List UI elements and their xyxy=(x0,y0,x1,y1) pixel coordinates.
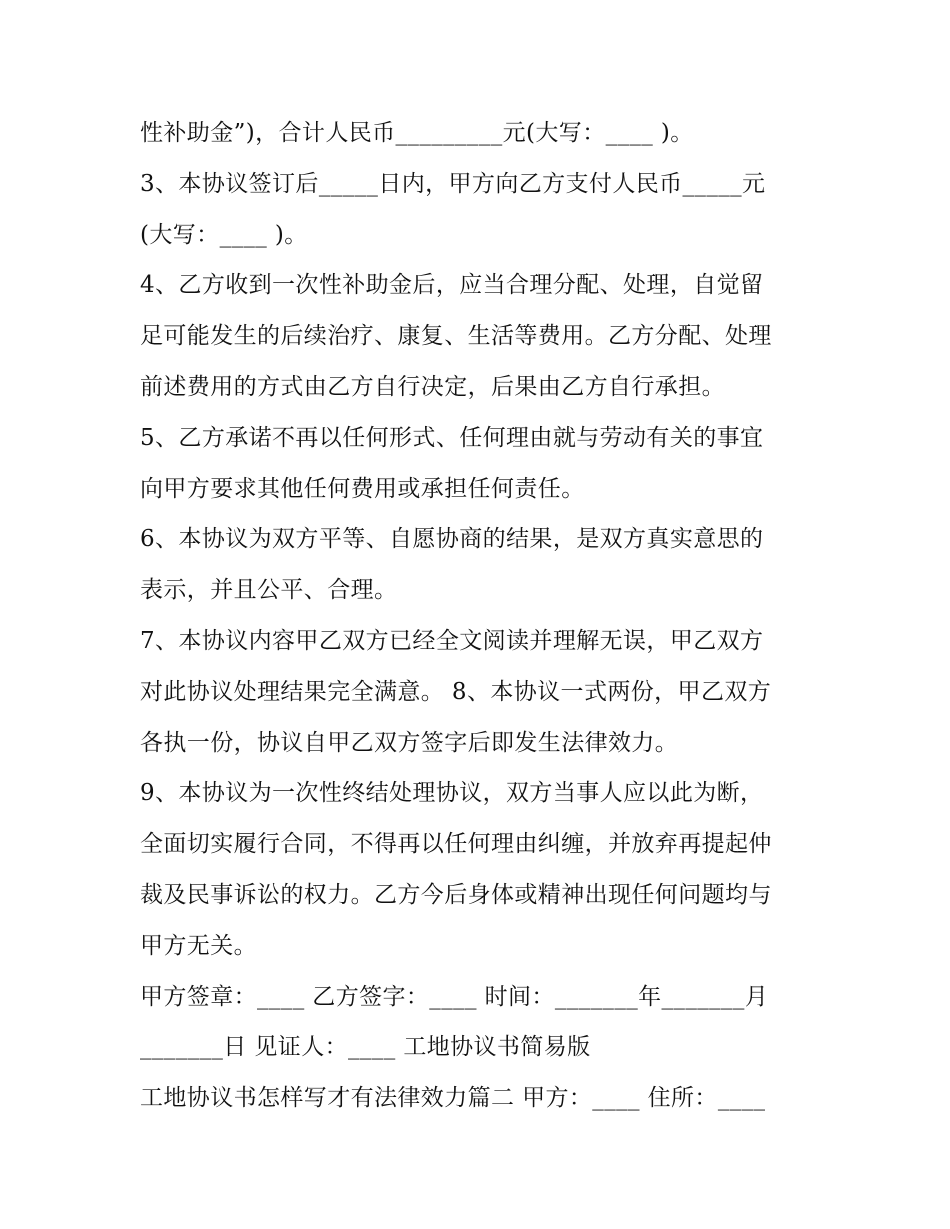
text-line: 9、本协议为一次性终结处理协议，双方当事人应以此为断， xyxy=(140,780,764,807)
text-line: 3、本协议签订后_____日内，甲方向乙方支付人民币_____元 xyxy=(140,170,766,197)
text-line: 5、乙方承诺不再以任何形式、任何理由就与劳动有关的事宜 xyxy=(140,424,764,451)
text-line: 裁及民事诉讼的权力。乙方今后身体或精神出现任何问题均与 xyxy=(140,881,772,908)
text-line: 对此协议处理结果完全满意。 8、本协议一式两份，甲乙双方 xyxy=(140,678,772,705)
text-line: (大写：____ )。 xyxy=(140,221,308,248)
text-line: 向甲方要求其他任何费用或承担任何责任。 xyxy=(140,475,585,502)
text-line: 足可能发生的后续治疗、康复、生活等费用。乙方分配、处理 xyxy=(140,323,772,350)
text-line: 性补助金”)，合计人民币_________元(大写：____ )。 xyxy=(140,120,694,146)
text-line: 全面切实履行合同，不得再以任何理由纠缠，并放弃再提起仲 xyxy=(140,831,772,858)
text-line: 前述费用的方式由乙方自行决定，后果由乙方自行承担。 xyxy=(140,373,725,400)
text-line: 工地协议书怎样写才有法律效力篇二 甲方：____ 住所：____ xyxy=(140,1085,766,1112)
signature-line: 甲方签章：____ 乙方签字：____ 时间：_______年_______月 xyxy=(140,983,769,1010)
text-line: 4、乙方收到一次性补助金后，应当合理分配、处理，自觉留 xyxy=(140,272,764,299)
text-line: 甲方无关。 xyxy=(140,932,257,959)
text-line: 表示，并且公平、合理。 xyxy=(140,577,398,604)
signature-line: _______日 见证人：____ 工地协议书简易版 xyxy=(140,1034,591,1061)
text-line: 各执一份，协议自甲乙双方签字后即发生法律效力。 xyxy=(140,729,679,756)
document-body xyxy=(140,108,820,1124)
text-line: 6、本协议为双方平等、自愿协商的结果，是双方真实意思的 xyxy=(140,526,764,553)
text-line: 7、本协议内容甲乙双方已经全文阅读并理解无误，甲乙双方 xyxy=(140,627,764,654)
